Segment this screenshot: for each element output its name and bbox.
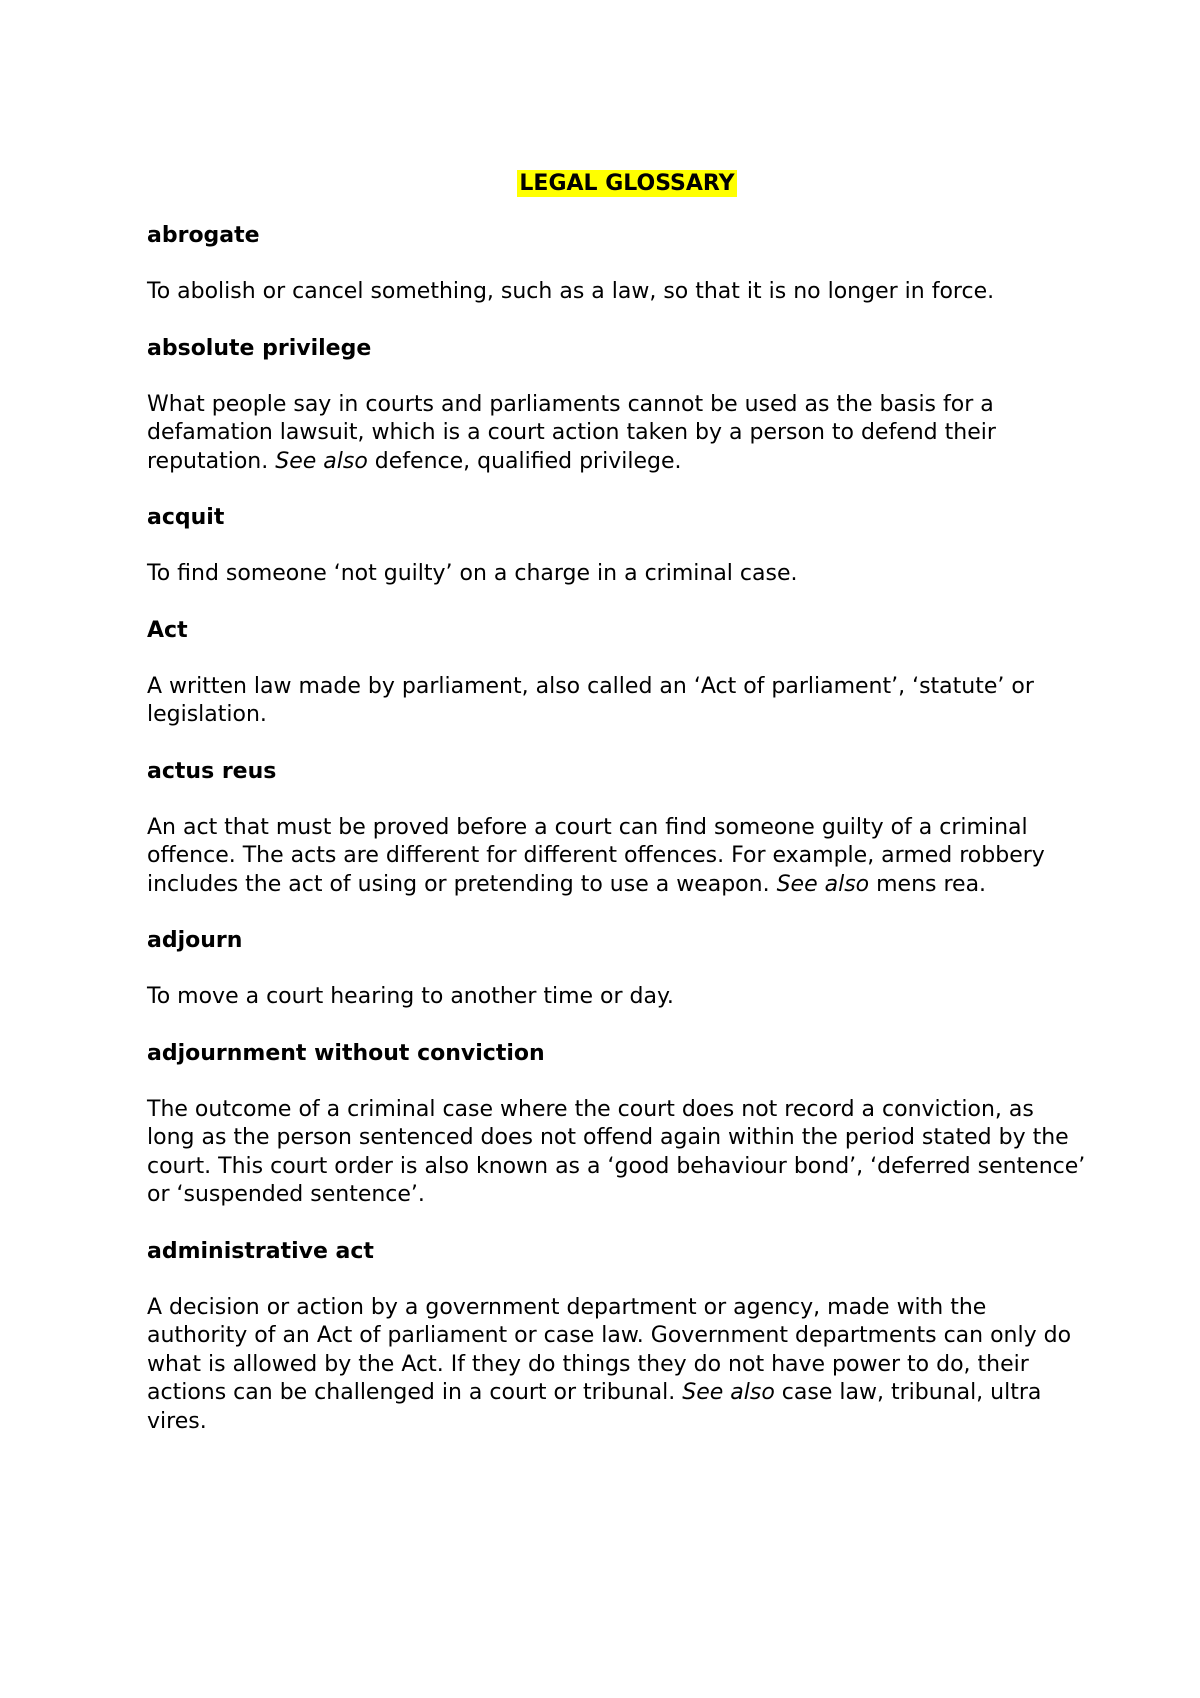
definition-text: To find someone ‘not guilty’ on a charge in a criminal case. [147, 561, 798, 586]
glossary-definition [147, 983, 1087, 1012]
document-title: LEGAL GLOSSARY [519, 171, 735, 196]
definition-text: To move a court hearing to another time or day. [147, 984, 674, 1009]
definition-text: What people say in courts and parliaments cannot be used as the basis for a defamation lawsuit, which is a court action taken by a person to defend their reputation. [147, 391, 996, 474]
glossary-term: abrogate [147, 223, 260, 248]
definition-text: To abolish or cancel something, such as a law, so that it is no longer in force. [147, 279, 995, 304]
glossary-term: adjourn [147, 928, 243, 953]
glossary-definition [147, 673, 1087, 730]
glossary-term: adjournment without conviction [147, 1040, 545, 1066]
glossary-page [147, 170, 1087, 1464]
glossary-definition [147, 560, 1087, 589]
see-also-label: See also [682, 1380, 775, 1405]
definition-text: The outcome of a criminal case where the court does not record a conviction, as long as the person sentenced does not offend again within the period stated by the court. This court order is also known as a ‘good behaviour bond’, ‘deferred sentence’ or ‘suspended sentence’. [147, 1096, 1086, 1207]
glossary-definition [147, 1096, 1087, 1210]
glossary-definition [147, 278, 1087, 307]
glossary-term: Act [147, 617, 188, 643]
glossary-definition [147, 814, 1087, 900]
definition-text: A written law made by parliament, also called an ‘Act of parliament’, ‘statute’ or legislation. [147, 673, 1034, 727]
definition-text: mens rea. [869, 871, 987, 897]
glossary-term: acquit [147, 505, 225, 530]
glossary-term: absolute privilege [147, 335, 372, 361]
see-also-label: See also [776, 871, 870, 897]
glossary-entries [147, 222, 1087, 1436]
glossary-definition [147, 391, 1087, 477]
definition-text: case law, tribunal, ultra vires. [147, 1380, 1042, 1434]
glossary-term: actus reus [147, 758, 277, 784]
definition-text: A decision or action by a government department or agency, made with the authority of an Act of parliament or case law. Government departments can only do what is allowed by the Act. If they do things they do not have power to do, their actions can be challenged in a court or tribunal. [147, 1294, 1072, 1405]
see-also-label: See also [275, 448, 368, 474]
glossary-definition [147, 1294, 1087, 1437]
definition-text: An act that must be proved before a court can find someone guilty of a criminal offence. The acts are different for different offences. For example, armed robbery includes the act of using or pretending to use a weapon. [147, 814, 1045, 897]
definition-text: defence, qualified privilege. [367, 448, 682, 474]
title-container [147, 170, 1087, 198]
glossary-term: administrative act [147, 1238, 374, 1264]
